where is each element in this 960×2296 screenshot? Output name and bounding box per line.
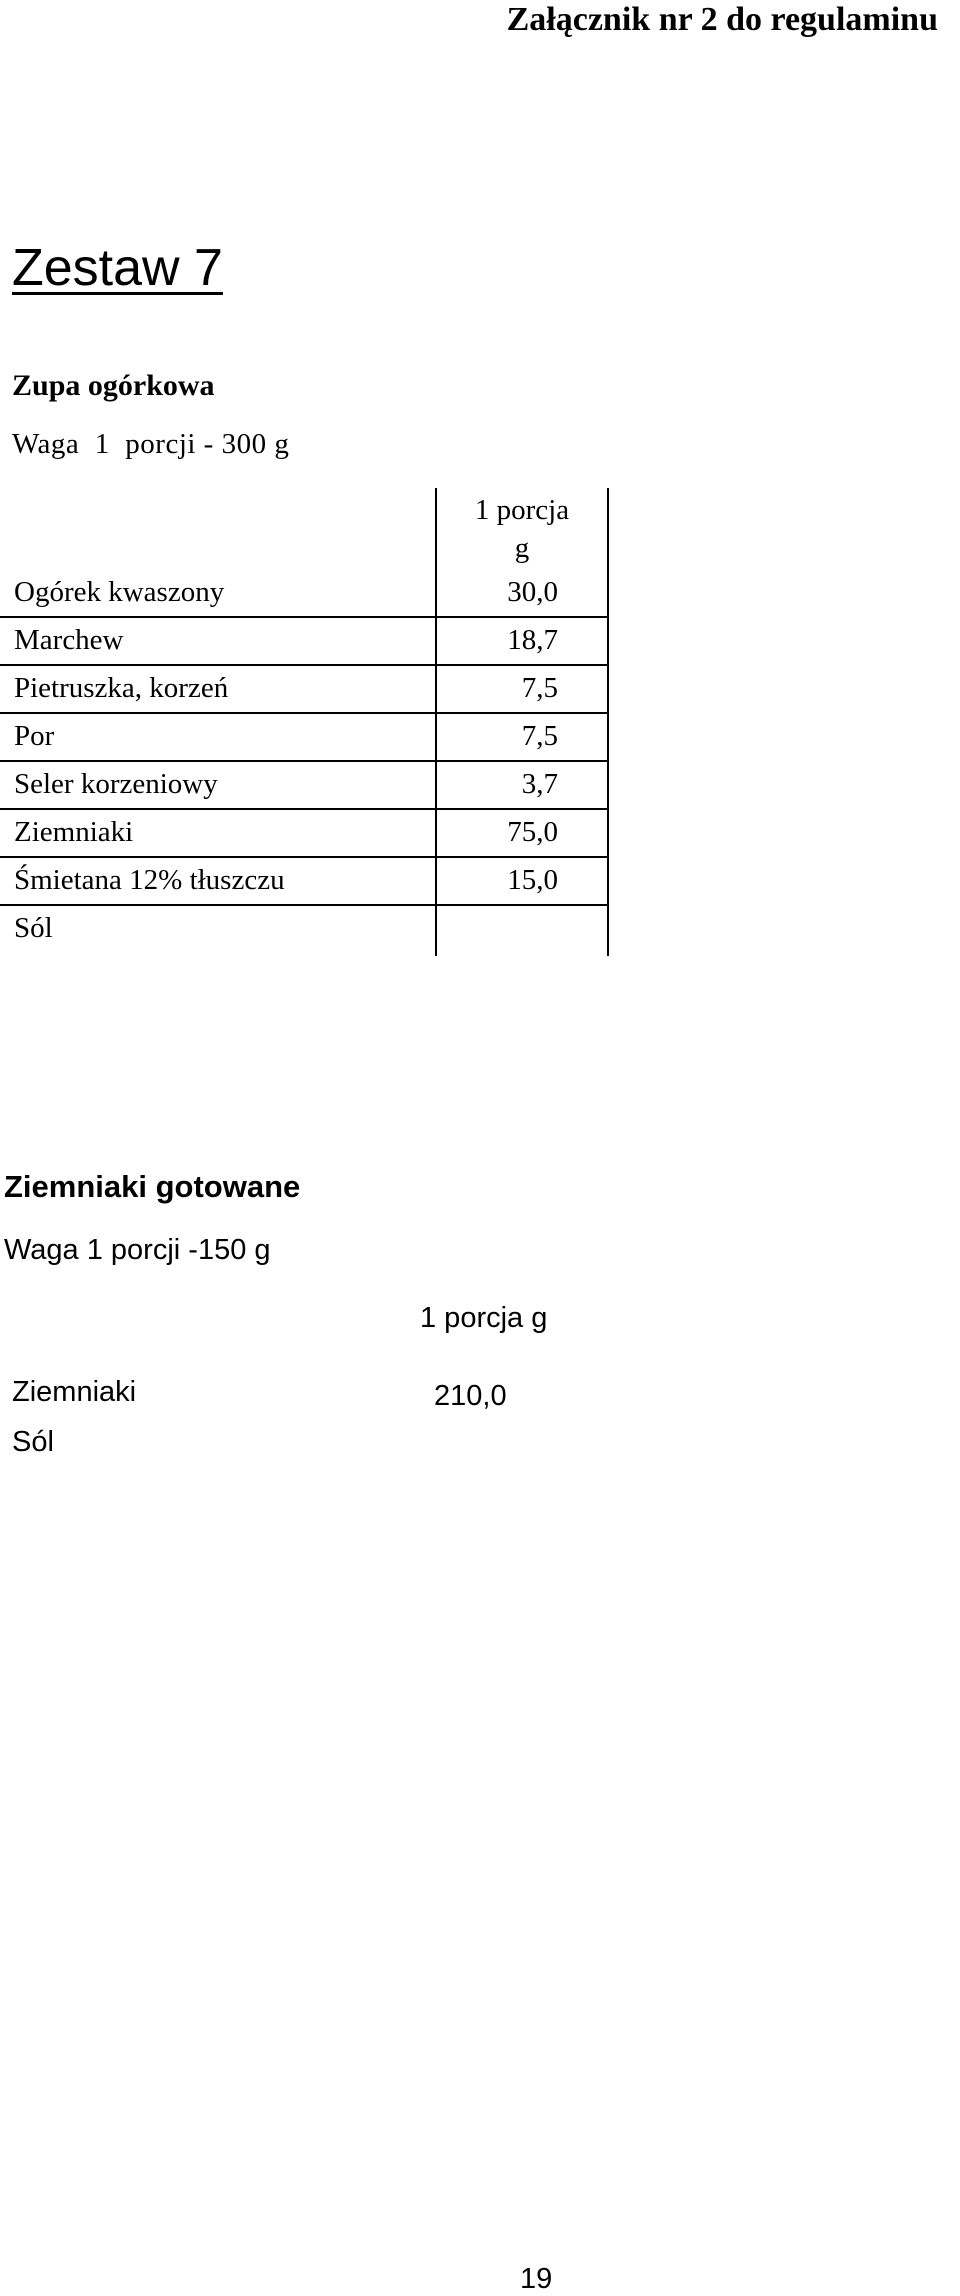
dish-weight-soup: Waga 1 porcji - 300 g — [12, 428, 290, 460]
document-header-title: Załącznik nr 2 do regulaminu — [506, 1, 938, 38]
table-row — [0, 906, 960, 953]
set-title: Zestaw 7 — [12, 239, 223, 297]
ingredient-name: Seler korzeniowy — [14, 768, 218, 800]
ingredient-amount: 210,0 — [434, 1380, 507, 1412]
ingredient-amount: 18,7 — [507, 624, 558, 656]
ingredient-name: Śmietana 12% tłuszczu — [14, 864, 285, 896]
ingredient-name: Por — [14, 720, 55, 752]
table-row — [0, 666, 960, 713]
ingredient-name: Sól — [14, 912, 53, 944]
ingredient-amount: 7,5 — [521, 720, 558, 752]
table-row — [0, 762, 960, 809]
table-row — [0, 618, 960, 665]
ingredient-amount: 3,7 — [521, 768, 558, 800]
ingredient-amount: 30,0 — [507, 576, 558, 608]
dish-title-potatoes: Ziemniaki gotowane — [4, 1169, 301, 1204]
ingredient-name: Ziemniaki — [14, 816, 134, 848]
dish-title-soup: Zupa ogórkowa — [12, 369, 215, 402]
ingredient-name: Marchew — [14, 624, 124, 656]
ingredient-amount: 15,0 — [507, 864, 558, 896]
ingredient-name: Pietruszka, korzeń — [14, 672, 229, 704]
ingredient-name: Sól — [12, 1426, 54, 1458]
ingredient-name: Ogórek kwaszony — [14, 576, 225, 608]
ingredient-amount: 7,5 — [521, 672, 558, 704]
table-row — [0, 570, 960, 617]
table-row — [0, 714, 960, 761]
table-row — [0, 858, 960, 905]
ingredient-amount: 75,0 — [507, 816, 558, 848]
dish-weight-potatoes: Waga 1 porcji -150 g — [4, 1234, 271, 1266]
page-number: 19 — [520, 2263, 553, 2295]
ingredient-name: Ziemniaki — [12, 1376, 137, 1408]
column-header-portion: 1 porcja — [474, 494, 570, 526]
table-row — [0, 810, 960, 857]
column-header-unit: g — [514, 532, 530, 564]
column-header-portion: 1 porcja g — [420, 1302, 548, 1334]
